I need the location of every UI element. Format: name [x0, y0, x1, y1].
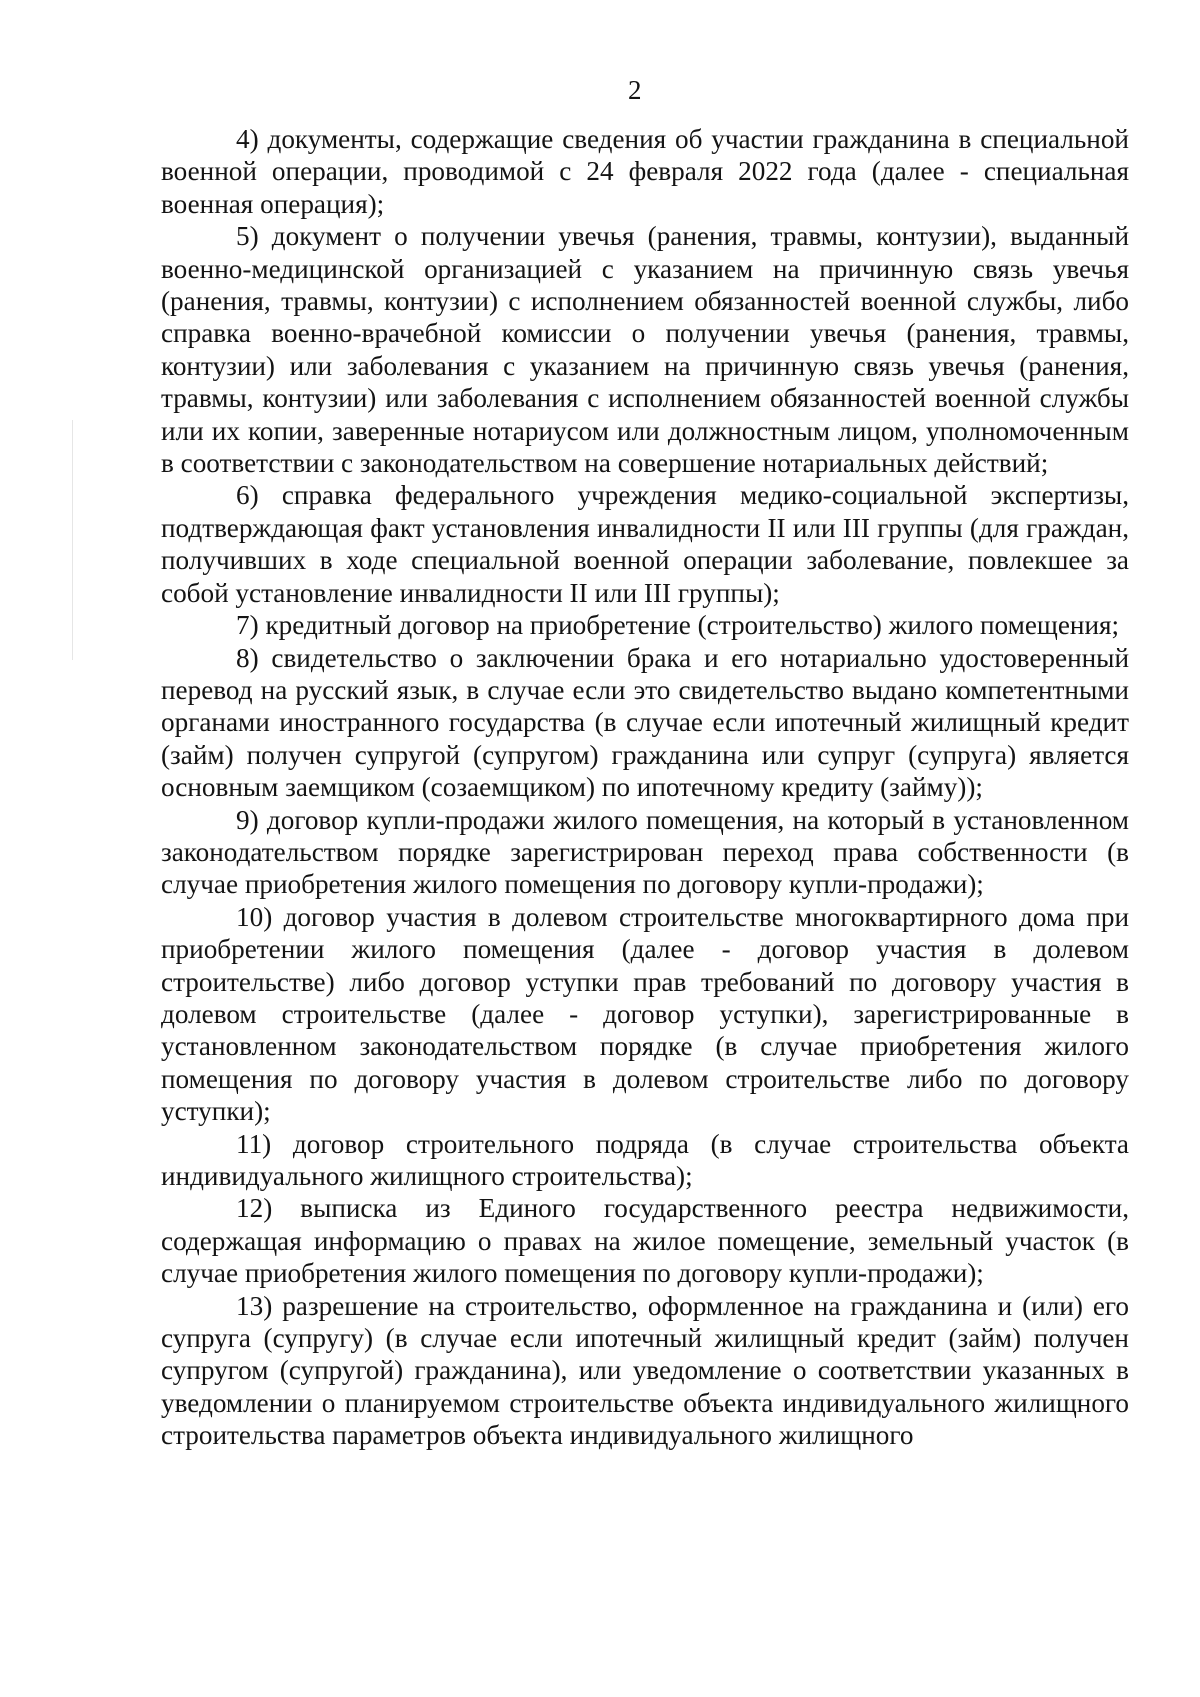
- list-item-6: 6) справка федерального учреждения медико-социальной экспертизы, подтверждающая факт установления инвалидности II или III группы (для граждан, получивших в ходе специальной военной операции заболевание, повлекшее за собой установление инвалидности II или III группы);: [161, 480, 1129, 608]
- list-item-5: 5) документ о получении увечья (ранения, травмы, контузии), выданный военно-медицинской организацией с указанием на причинную связь увечья (ранения, травмы, контузии) с исполнением обязанностей военной службы, либо справка военно-врачебной комиссии о получении увечья (ранения, травмы, контузии) или заболевания с указанием на причинную связь увечья (ранения, травмы, контузии) или заболевания с исполнением обязанностей военной службы или их копии, заверенные нотариусом или должностным лицом, уполномоченным в соответствии с законодательством на совершение нотариальных действий;: [161, 221, 1129, 479]
- list-item-4: 4) документы, содержащие сведения об участии гражданина в специальной военной операции, проводимой с 24 февраля 2022 года (далее - специальная военная операция);: [161, 124, 1129, 219]
- page-number: 2: [628, 75, 642, 105]
- list-item-7: 7) кредитный договор на приобретение (строительство) жилого помещения;: [236, 610, 1120, 641]
- document-body: [161, 123, 1129, 1452]
- list-item-9: 9) договор купли-продажи жилого помещения, на который в установленном законодательством порядке зарегистрирован переход права собственности (в случае приобретения жилого помещения по договору купли-продажи);: [161, 804, 1129, 900]
- list-item-10: 10) договор участия в долевом строительстве многоквартирного дома при приобретении жилого помещения (далее - договор участия в долевом строительстве) либо договор уступки прав требований по договору участия в долевом строительстве (далее - договор уступки), зарегистрированные в установленном законодательством порядке (в случае приобретения жилого помещения по договору участия в долевом строительстве либо по договору уступки);: [161, 901, 1129, 1127]
- scan-margin-mark: [72, 420, 73, 660]
- list-item-11: 11) договор строительного подряда (в случае строительства объекта индивидуального жилищного строительства);: [161, 1128, 1129, 1191]
- list-item-8: 8) свидетельство о заключении брака и его нотариально удостоверенный перевод на русский язык, в случае если это свидетельство выдано компетентными органами иностранного государства (в случае если ипотечный жилищный кредит (займ) получен супругой (супругом) гражданина или супруг (супруга) является основным заемщиком (созаемщиком) по ипотечному кредиту (займу));: [161, 642, 1129, 803]
- list-item-12: 12) выписка из Единого государственного реестра недвижимости, содержащая информацию о правах на жилое помещение, земельный участок (в случае приобретения жилого помещения по договору купли-продажи);: [161, 1193, 1129, 1289]
- list-item-13: 13) разрешение на строительство, оформленное на гражданина и (или) его супруга (супругу) (в случае если ипотечный жилищный кредит (займ) получен супругом (супругой) гражданина), или уведомление о соответствии указанных в уведомлении о планируемом строительстве объекта индивидуального жилищного строительства параметров объекта индивидуального жилищного: [161, 1290, 1129, 1451]
